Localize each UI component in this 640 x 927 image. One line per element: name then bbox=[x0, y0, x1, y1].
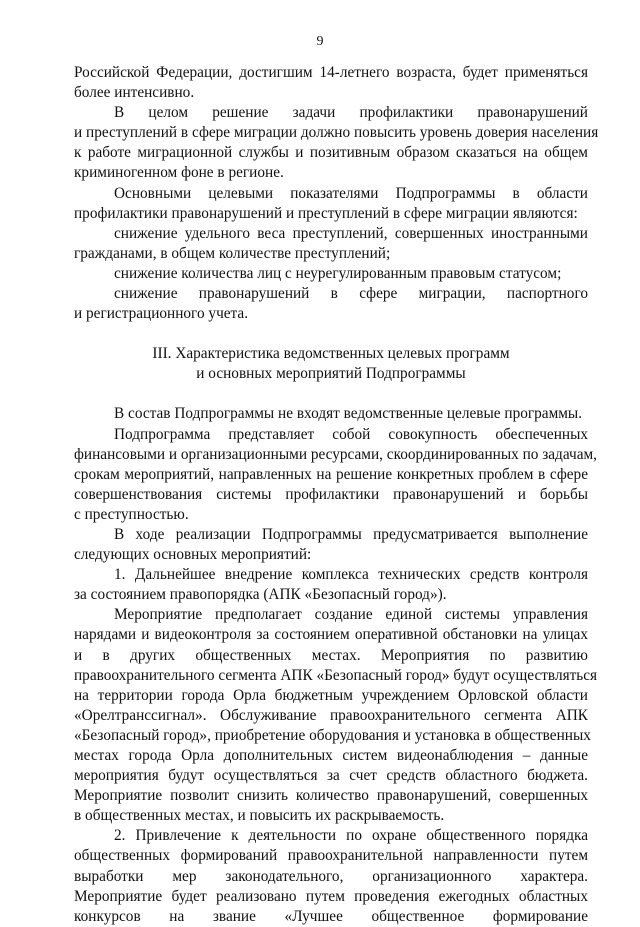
text-line: Мероприятие будет реализовано путем проведения ежегодных областных bbox=[74, 887, 588, 905]
paragraph bbox=[74, 826, 588, 926]
paragraph bbox=[74, 605, 598, 826]
text-line: В целом решение задачи профилактики правонарушений bbox=[114, 104, 588, 122]
paragraph bbox=[74, 63, 588, 103]
text-line: 2. Привлечение к деятельности по охране общественного порядка bbox=[114, 827, 588, 845]
paragraph bbox=[74, 425, 598, 525]
text-line: конкурсов на звание «Лучшее общественное формирование bbox=[74, 907, 588, 925]
text-line: снижение удельного веса преступлений, совершенных иностранными bbox=[114, 224, 588, 242]
text-line: профилактики правонарушений и преступлений в сфере миграции являются: bbox=[74, 204, 578, 222]
text-line: в общественных местах, и повысить их раскрываемость. bbox=[74, 807, 445, 825]
text-line: на территории города Орла бюджетным учреждением Орловской области bbox=[74, 686, 588, 704]
paragraph bbox=[74, 525, 588, 565]
text-line: мероприятия будут осуществляться за счет средств областного бюджета. bbox=[74, 767, 588, 785]
text-line: криминогенном фоне в регионе. bbox=[74, 164, 284, 182]
heading-line: и основных мероприятий Подпрограммы bbox=[196, 365, 466, 383]
text-line: Мероприятие позволит снизить количество правонарушений, совершенных bbox=[74, 787, 588, 805]
text-line: Подпрограмма представляет собой совокупность обеспеченных bbox=[114, 425, 588, 443]
paragraph bbox=[74, 103, 599, 183]
text-line: снижение количества лиц с неурегулированным правовым статусом; bbox=[114, 264, 562, 282]
text-line: и в других общественных местах. Мероприятия по развитию bbox=[74, 646, 588, 664]
text-line: срокам мероприятий, направленных на решение конкретных проблем в сфере bbox=[74, 465, 588, 483]
paragraph bbox=[74, 284, 588, 324]
text-line: В ходе реализации Подпрограммы предусматривается выполнение bbox=[114, 525, 588, 543]
text-line: гражданами, в общем количестве преступлений; bbox=[74, 244, 391, 262]
text-line: местах города Орла дополнительных систем видеонаблюдения – данные bbox=[74, 747, 588, 764]
paragraph bbox=[74, 264, 588, 284]
text-line: выработки мер законодательного, организационного характера. bbox=[74, 867, 588, 885]
page-number: 9 bbox=[316, 34, 324, 49]
text-line: «Орелтранссигнал». Обслуживание правоохранительного сегмента АПК bbox=[74, 706, 588, 724]
text-line: к работе миграционной службы и позитивным образом сказаться на общем bbox=[74, 144, 588, 162]
section-heading bbox=[74, 344, 588, 384]
text-line: В состав Подпрограммы не входят ведомственные целевые программы. bbox=[114, 405, 583, 423]
heading-line: III. Характеристика ведомственных целевых программ bbox=[152, 345, 510, 363]
text-line: правоохранительного сегмента АПК «Безопасный город» будут осуществляться bbox=[74, 666, 598, 684]
paragraph bbox=[74, 184, 588, 224]
text-line: и преступлений в сфере миграции должно повысить уровень доверия населения bbox=[74, 124, 599, 142]
document-body bbox=[74, 63, 599, 927]
text-line: «Безопасный город», приобретение оборудования и установка в общественных bbox=[74, 726, 591, 744]
text-line: и регистрационного учета. bbox=[74, 305, 249, 323]
text-line: совершенствования системы профилактики правонарушений и борьбы bbox=[74, 485, 588, 503]
text-line: финансовыми и организационными ресурсами, скоординированных по задачам, bbox=[74, 445, 598, 463]
text-line: с преступностью. bbox=[74, 505, 189, 523]
text-line: общественных формирований правоохранительной направленности путем bbox=[74, 847, 588, 865]
text-line: Основными целевыми показателями Подпрограммы в области bbox=[114, 184, 588, 202]
section-gap bbox=[74, 324, 588, 344]
section-gap bbox=[74, 384, 588, 404]
text-line: снижение правонарушений в сфере миграции, паспортного bbox=[114, 285, 588, 303]
text-line: более интенсивно. bbox=[74, 84, 195, 102]
text-line: нарядами и видеоконтроля за состоянием оперативной обстановки на улицах bbox=[74, 626, 588, 644]
paragraph bbox=[74, 565, 588, 605]
paragraph bbox=[74, 404, 588, 424]
text-line: 1. Дальнейшее внедрение комплекса технических средств контроля bbox=[114, 566, 588, 584]
paragraph bbox=[74, 224, 588, 264]
text-line: за состоянием правопорядка (АПК «Безопасный город»). bbox=[74, 586, 447, 604]
text-line: Российской Федерации, достигшим 14-летнего возраста, будет применяться bbox=[74, 64, 588, 81]
text-line: Мероприятие предполагает создание единой системы управления bbox=[114, 606, 588, 624]
text-line: следующих основных мероприятий: bbox=[74, 546, 312, 564]
